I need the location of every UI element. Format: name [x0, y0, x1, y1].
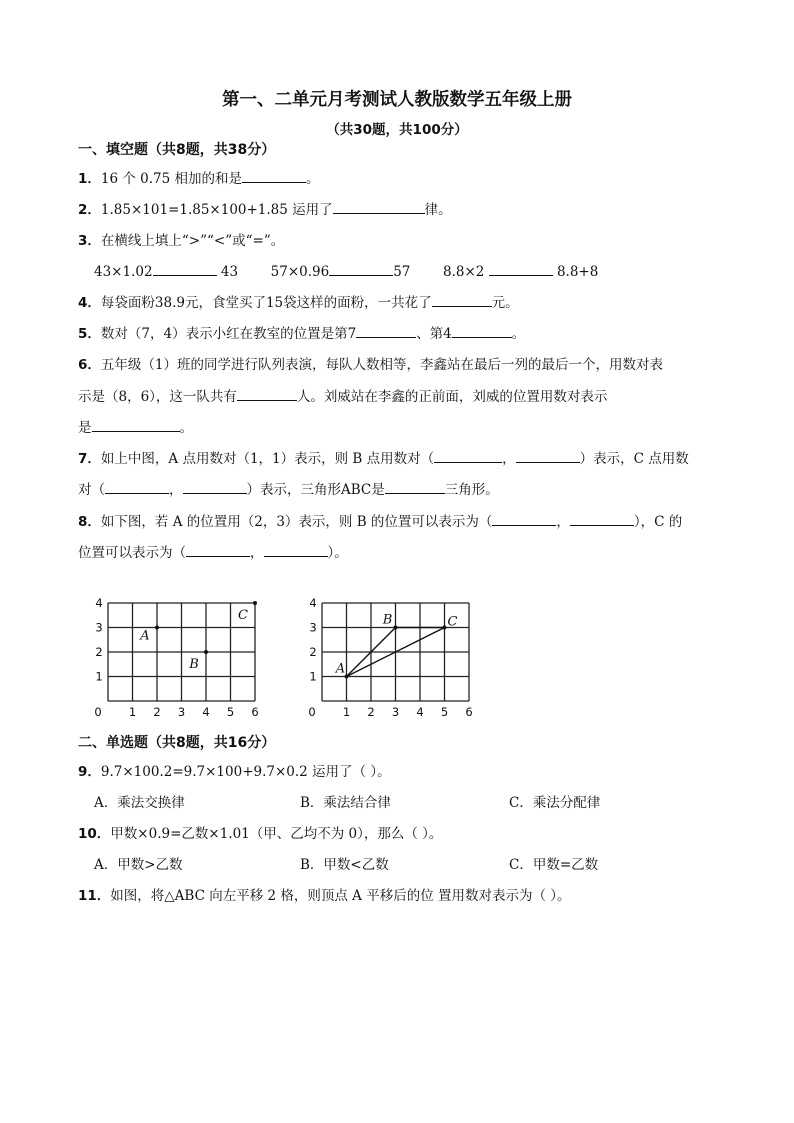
- question-text-end: 。: [511, 326, 526, 342]
- question-text: ）表示，C 点用数: [579, 451, 689, 467]
- option-c[interactable]: C．乘法分配律: [509, 795, 601, 811]
- question-text-end: 。: [179, 420, 193, 436]
- question-number: 1．: [78, 171, 101, 187]
- question-text: 数对（7，4）表示小红在教室的位置是第7: [100, 326, 357, 342]
- compare-row: [94, 261, 598, 280]
- answer-blank[interactable]: [434, 448, 502, 463]
- question-6-line-3: [78, 416, 193, 436]
- section-2-heading: 二、单选题（共8题，共16分）: [78, 735, 276, 751]
- compare-left: 43×1.02: [94, 264, 153, 280]
- x-tick-label: 1: [128, 705, 137, 719]
- question-text: 16 个 0.75 相加的和是: [100, 171, 243, 187]
- question-number: 9．: [78, 764, 101, 780]
- x-tick-label: 0: [308, 705, 316, 719]
- option-a[interactable]: A．乘法交换律: [94, 795, 185, 811]
- question-1: [78, 167, 320, 187]
- y-tick-label: 3: [309, 620, 317, 635]
- point-a: [155, 626, 159, 630]
- question-11: [78, 884, 571, 904]
- point-c: [443, 626, 447, 630]
- option-c[interactable]: C．甲数=乙数: [509, 857, 599, 873]
- question-text-end: 律。: [424, 202, 452, 218]
- answer-blank[interactable]: [432, 292, 492, 307]
- y-tick-label: 2: [95, 645, 103, 659]
- question-text: 如上中图，A 点用数对（1，1）表示，则 B 点用数对（: [100, 451, 435, 467]
- question-text: ，: [169, 482, 183, 498]
- answer-blank[interactable]: [570, 511, 634, 526]
- coordinate-grid-right: [306, 596, 486, 720]
- answer-blank[interactable]: [452, 323, 512, 338]
- question-text: 人。刘威站在李鑫的正前面，刘威的位置用数对表示: [296, 389, 608, 405]
- x-tick-label: 6: [251, 705, 259, 719]
- question-6-line-1: [78, 353, 663, 373]
- answer-blank[interactable]: [329, 261, 393, 276]
- compare-right: 57: [393, 264, 411, 280]
- x-tick-label: 3: [177, 705, 186, 719]
- question-text: 在横线上填上“>”“<”或“=”。: [100, 233, 285, 249]
- question-4: [78, 291, 519, 311]
- question-text: ，: [556, 514, 570, 530]
- point-b: [204, 650, 208, 654]
- answer-blank[interactable]: [153, 261, 217, 276]
- question-6-line-2: [78, 385, 607, 405]
- answer-blank[interactable]: [492, 511, 556, 526]
- question-text: 每袋面粉38.9元，食堂买了15袋这样的面粉，一共花了: [100, 295, 432, 311]
- question-text: 三角形。: [444, 482, 499, 498]
- question-text: ）。: [327, 545, 348, 561]
- answer-blank[interactable]: [92, 417, 180, 432]
- answer-blank[interactable]: [385, 479, 445, 494]
- question-text: 位置可以表示为（: [78, 545, 186, 561]
- question-number: 10．: [78, 826, 111, 842]
- option-b[interactable]: B．乘法结合律: [300, 795, 391, 811]
- question-number: 8．: [78, 514, 101, 530]
- question-text: 对（: [78, 482, 105, 498]
- y-tick-label: 4: [309, 596, 317, 610]
- compare-right: 8.8+8: [556, 264, 599, 280]
- question-number: 3．: [78, 233, 101, 249]
- x-tick-label: 0: [94, 705, 102, 719]
- x-tick-label: 5: [226, 705, 235, 719]
- answer-blank[interactable]: [186, 542, 250, 557]
- y-tick-label: 1: [309, 669, 317, 684]
- question-text-end: 元。: [491, 295, 519, 311]
- question-text: 五年级（1）班的同学进行队列表演，每队人数相等，李鑫站在最后一列的最后一个，用数对表: [100, 357, 663, 373]
- point-label-c: C: [238, 608, 248, 623]
- page-subtitle: （共30题，共100分）: [326, 122, 468, 138]
- option-a[interactable]: A．甲数>乙数: [94, 857, 183, 873]
- y-tick-label: 2: [309, 645, 317, 659]
- coordinate-grid-left: [92, 596, 272, 720]
- x-tick-label: 5: [440, 705, 449, 719]
- compare-left: 8.8×2: [442, 264, 485, 280]
- question-text-end: 。: [306, 171, 320, 187]
- x-tick-label: 2: [153, 705, 161, 719]
- question-3: [78, 229, 284, 249]
- question-text: 如下图，若 A 的位置用（2，3）表示，则 B 的位置可以表示为（: [100, 514, 493, 530]
- answer-blank[interactable]: [105, 479, 169, 494]
- question-number: 7．: [78, 451, 101, 467]
- section-1-heading: 一、填空题（共8题，共38分）: [78, 142, 276, 158]
- question-8-line-1: [78, 510, 682, 530]
- point-b: [394, 626, 398, 630]
- question-text-mid: 、第4: [416, 326, 452, 342]
- answer-blank[interactable]: [489, 261, 553, 276]
- question-text: ，: [250, 545, 264, 561]
- question-text: ）表示，三角形ABC是: [246, 482, 385, 498]
- point-label-c: C: [447, 614, 458, 630]
- question-number: 11．: [78, 888, 111, 904]
- answer-blank[interactable]: [264, 542, 328, 557]
- question-7-line-1: [78, 447, 689, 467]
- question-number: 6．: [78, 357, 101, 373]
- x-tick-label: 2: [367, 705, 375, 719]
- question-number: 5．: [78, 326, 101, 342]
- question-9: [78, 760, 391, 780]
- question-text: ，: [502, 451, 516, 467]
- answer-blank[interactable]: [516, 448, 580, 463]
- question-text: 1.85×101=1.85×100+1.85 运用了: [100, 202, 333, 218]
- question-text: 是: [78, 420, 92, 436]
- x-tick-label: 1: [342, 705, 351, 719]
- y-tick-label: 1: [95, 669, 103, 684]
- question-text: 示是（8，6），这一队共有: [78, 389, 237, 405]
- point-label-a: A: [140, 628, 150, 644]
- compare-left: 57×0.96: [270, 264, 330, 280]
- question-text: 9.7×100.2=9.7×100+9.7×0.2 运用了（ ）。: [100, 764, 391, 780]
- question-text: ），C 的: [633, 514, 683, 530]
- question-text: 如图，将△ABC 向左平移 2 格，则顶点 A 平移后的位 置用数对表示为（ ）。: [110, 888, 571, 904]
- x-tick-label: 6: [465, 705, 473, 719]
- answer-blank[interactable]: [237, 386, 297, 401]
- x-tick-label: 4: [416, 705, 424, 719]
- y-tick-label: 4: [95, 596, 103, 610]
- question-number: 2．: [78, 202, 101, 218]
- option-b[interactable]: B．甲数<乙数: [300, 857, 389, 873]
- question-5: [78, 322, 525, 342]
- answer-blank[interactable]: [356, 323, 416, 338]
- answer-blank[interactable]: [183, 479, 247, 494]
- x-tick-label: 3: [391, 705, 400, 719]
- question-8-line-2: [78, 541, 348, 561]
- answer-blank[interactable]: [333, 199, 425, 214]
- answer-blank[interactable]: [242, 168, 306, 183]
- point-label-b: B: [382, 612, 393, 628]
- point-label-b: B: [189, 657, 199, 672]
- page-title: 第一、二单元月考测试人教版数学五年级上册: [222, 90, 572, 110]
- x-tick-label: 4: [202, 705, 210, 719]
- question-2: [78, 198, 452, 218]
- point-c: [253, 601, 257, 605]
- y-tick-label: 3: [95, 620, 103, 635]
- question-text: 甲数×0.9=乙数×1.01（甲、乙均不为 0），那么（ ）。: [110, 826, 443, 842]
- question-number: 4．: [78, 295, 101, 311]
- compare-right: 43: [220, 264, 239, 280]
- question-10: [78, 822, 442, 842]
- question-7-line-2: [78, 478, 499, 498]
- point-label-a: A: [335, 661, 346, 677]
